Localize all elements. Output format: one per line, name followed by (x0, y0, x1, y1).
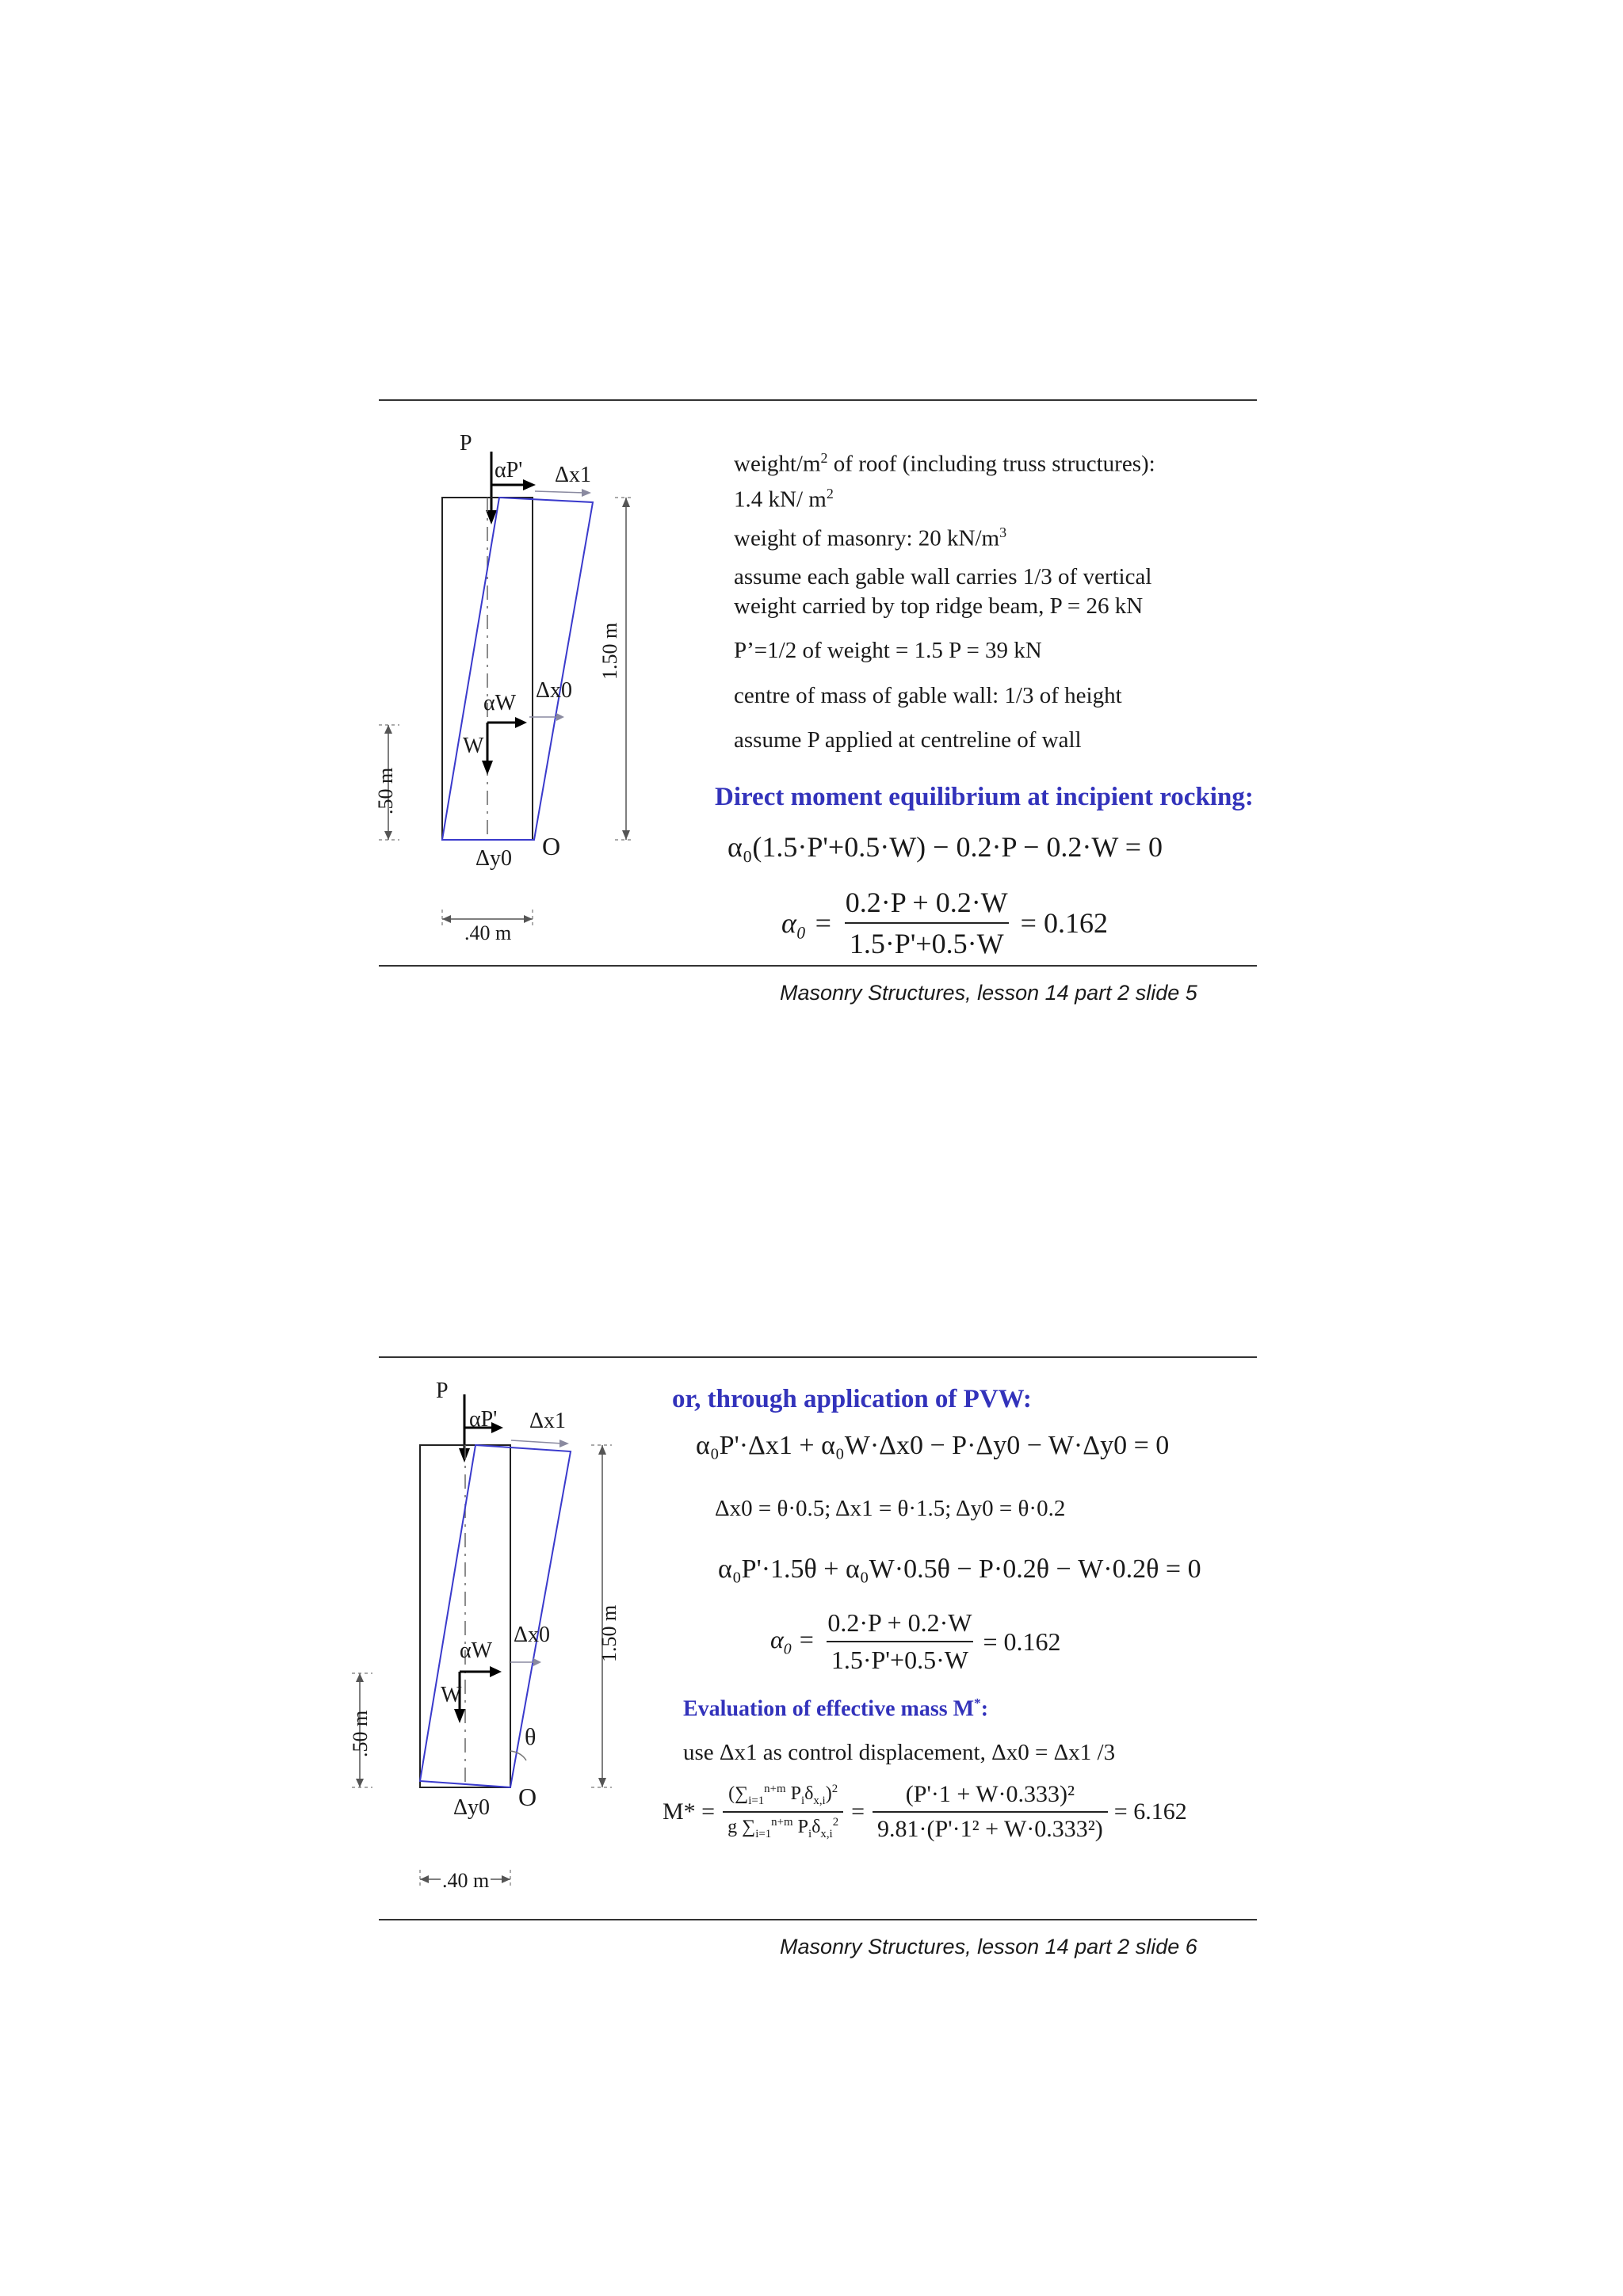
s5-heading: Direct moment equilibrium at incipient rocking: (715, 783, 1254, 811)
s6-equation-2: Δx0 = θ·0.5; Δx1 = θ·1.5; Δy0 = θ·0.2 (715, 1496, 1066, 1521)
s5-gable-line1: assume each gable wall carries 1/3 of vertical (734, 564, 1152, 589)
s5-eq2-numerator: 0.2·P + 0.2·W (845, 887, 1008, 918)
slide6-caption: Masonry Structures, lesson 14 part 2 slide 6 (780, 1935, 1197, 1958)
s6-mass-lhs: M* = (663, 1798, 716, 1825)
s5-gable-assumption (734, 563, 1151, 621)
s6-label-O: O (518, 1783, 537, 1811)
slide6-top-rule (379, 1356, 1257, 1358)
s6-mass-fraction (873, 1781, 1108, 1843)
s5-label-delta-y0: Δy0 (475, 846, 513, 871)
s5-masonry-weight-text: weight of masonry: 20 kN/m (734, 525, 1000, 551)
s6-label-delta-y0: Δy0 (453, 1795, 491, 1820)
s6-label-delta-x1: Δx1 (529, 1409, 567, 1433)
s6-heading: or, through application of PVW: (672, 1385, 1032, 1413)
s5-dim-half: .50 m (374, 767, 397, 814)
s6-eq4-numerator: 0.2·P + 0.2·W (827, 1608, 972, 1637)
s6-eq4-fraction (823, 1608, 976, 1675)
s5-label-alpha-W: αW (483, 691, 517, 715)
s6-subheading-text: Evaluation of effective mass M (683, 1696, 975, 1722)
s5-p-prime: P’=1/2 of weight = 1.5 P = 39 kN (734, 638, 1042, 663)
s6-mass-numerator: (P'·1 + W·0.333)² (905, 1781, 1075, 1807)
s5-roof-weight: weight/$m^2$ of roof (including truss structures): 1.4 kN/ $m^2$ (734, 450, 1155, 513)
s5-label-delta-x0: Δx0 (536, 678, 573, 703)
slide5-caption: Masonry Structures, lesson 14 part 2 slide 5 (780, 981, 1197, 1005)
s6-subheading: Evaluation of effective mass M*: (683, 1695, 989, 1722)
s5-gable-line2: weight carried by top ridge beam, P = 26 kN (734, 593, 1144, 619)
s5-roof-weight-a: weight/m (734, 451, 821, 477)
s5-label-P: P (460, 431, 472, 456)
s6-control-text: use Δx1 as control displacement, Δx0 = Δx1 /3 (683, 1740, 1116, 1765)
s6-dim-half: .50 m (349, 1710, 372, 1757)
s6-equation-4 (770, 1608, 1061, 1675)
s5-roof-weight-value: 1.4 kN/ m (734, 486, 827, 513)
s6-label-alpha-P: αP' (469, 1407, 498, 1432)
s5-p-applied: assume P applied at centreline of wall (734, 727, 1082, 753)
s5-label-O: O (542, 832, 561, 860)
s5-centre-mass: centre of mass of gable wall: 1/3 of height (734, 683, 1122, 708)
s6-equation-1: α₀P'·Δx1 + α₀W·Δx0 − P·Δy0 − W·Δy0 = 0 (696, 1431, 1170, 1460)
s6-label-theta: θ (525, 1724, 537, 1750)
s6-mass-equals: = (851, 1798, 865, 1825)
s6-label-W: W (441, 1683, 462, 1707)
s6-equation-3: α₀P'·1.5θ + α₀W·0.5θ − P·0.2θ − W·0.2θ = 0 (718, 1554, 1201, 1584)
s6-label-P: P (436, 1379, 449, 1403)
s6-dim-height: 1.50 m (598, 1604, 621, 1662)
s6-label-delta-x0: Δx0 (514, 1623, 551, 1647)
s5-masonry-weight: weight of masonry: 20 $kN/m^3$ (734, 524, 1007, 551)
slide5-wall-figure (372, 428, 658, 951)
s6-eq4-result: = 0.162 (983, 1627, 1061, 1656)
s5-label-alpha-P: αP' (495, 458, 523, 482)
s5-eq2-fraction (841, 886, 1013, 960)
slide5-bottom-rule (379, 965, 1257, 967)
s6-mass-sum-fraction (723, 1783, 843, 1841)
s6-mass-sum-denominator: g $\sum_{i=1}^{n+m}$ $P_i\delta_{x,i}^2$ (723, 1811, 843, 1841)
slide5-top-rule (379, 399, 1257, 401)
s6-mass-equation (663, 1781, 1187, 1843)
s5-eq2-denominator: 1.5·P'+0.5·W (845, 922, 1009, 960)
s5-label-delta-x1: Δx1 (555, 463, 592, 487)
s6-mass-denominator: 9.81·(P'·1² + W·0.333²) (873, 1811, 1108, 1843)
s6-mass-result: = 6.162 (1113, 1798, 1187, 1825)
s5-roof-weight-b: of roof (including truss structures): (827, 451, 1155, 477)
s6-mass-sum-numerator: ($\sum_{i=1}^{n+m}$ $P_i\delta_{x,i})^2$ (728, 1783, 838, 1807)
s6-dim-width: .40 m (442, 1869, 490, 1892)
s5-eq2-lhs: α₀ = (781, 907, 833, 939)
s6-label-alpha-W: αW (460, 1638, 493, 1663)
s5-equation-1: α₀(1.5·P'+0.5·W) − 0.2·P − 0.2·W = 0 (727, 831, 1163, 863)
s6-eq4-lhs: $\alpha_0$ = (770, 1624, 815, 1658)
s5-eq2-result: = 0.162 (1020, 907, 1108, 939)
s5-dim-height: 1.50 m (598, 622, 621, 680)
s5-equation-2 (781, 886, 1108, 960)
s5-dim-width: .40 m (464, 921, 512, 944)
s5-label-W: W (463, 734, 484, 758)
slide6-bottom-rule (379, 1919, 1257, 1920)
s6-eq4-denominator: 1.5·P'+0.5·W (827, 1641, 973, 1675)
